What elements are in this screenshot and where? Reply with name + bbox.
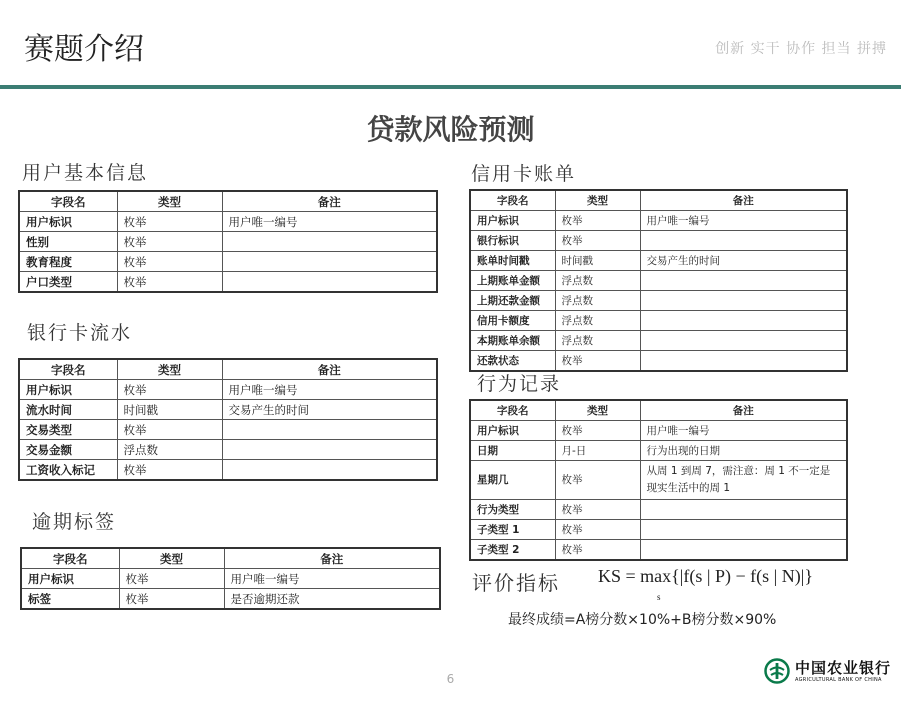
cell-type: 枚举 xyxy=(119,589,224,610)
cell-type: 枚举 xyxy=(117,232,222,252)
header-note: 备注 xyxy=(222,191,437,212)
cell-type: 枚举 xyxy=(555,520,640,540)
cell-field: 标签 xyxy=(21,589,119,610)
cell-type: 浮点数 xyxy=(555,291,640,311)
table-overdue xyxy=(20,547,441,610)
cell-note: 用户唯一编号 xyxy=(640,211,847,231)
table-bank-flow xyxy=(18,358,438,481)
table-credit-bill xyxy=(469,189,848,372)
cell-note xyxy=(640,540,847,561)
table-row xyxy=(470,500,847,520)
table-row xyxy=(470,311,847,331)
header-field: 字段名 xyxy=(21,548,119,569)
cell-note xyxy=(640,500,847,520)
header-note: 备注 xyxy=(640,400,847,421)
cell-note: 从周 1 到周 7，需注意：周 1 不一定是现实生活中的周 1 xyxy=(640,461,847,500)
section-title-credit-bill: 信用卡账单 xyxy=(471,163,577,185)
cell-note xyxy=(222,252,437,272)
cell-field: 还款状态 xyxy=(470,351,555,372)
table-row xyxy=(19,400,437,420)
final-score-rule: 最终成绩=A榜分数×10%+B榜分数×90% xyxy=(508,612,777,628)
cell-note: 交易产生的时间 xyxy=(640,251,847,271)
table-row xyxy=(21,569,440,589)
header-note: 备注 xyxy=(222,359,437,380)
cell-note xyxy=(640,311,847,331)
cell-type: 枚举 xyxy=(117,380,222,400)
cell-note: 用户唯一编号 xyxy=(224,569,440,589)
cell-note: 行为出现的日期 xyxy=(640,441,847,461)
table-row xyxy=(19,252,437,272)
ks-formula-subscript: s xyxy=(657,592,661,602)
cell-note xyxy=(222,460,437,481)
cell-type: 浮点数 xyxy=(117,440,222,460)
section-title-behavior: 行为记录 xyxy=(477,373,562,395)
section-title-overdue: 逾期标签 xyxy=(32,511,117,533)
cell-note xyxy=(640,271,847,291)
table-row xyxy=(470,421,847,441)
cell-note xyxy=(222,232,437,252)
cell-field: 子类型 2 xyxy=(470,540,555,561)
bank-name-english: AGRICULTURAL BANK OF CHINA xyxy=(795,677,882,683)
cell-field: 子类型 1 xyxy=(470,520,555,540)
table-row xyxy=(470,520,847,540)
cell-type: 枚举 xyxy=(117,272,222,293)
table-row xyxy=(470,461,847,500)
cell-type: 枚举 xyxy=(555,351,640,372)
table-row xyxy=(470,331,847,351)
cell-type: 时间戳 xyxy=(555,251,640,271)
header-field: 字段名 xyxy=(19,359,117,380)
cell-note xyxy=(640,331,847,351)
cell-field: 用户标识 xyxy=(470,421,555,441)
table-header-row xyxy=(21,548,440,569)
table-behavior xyxy=(469,399,848,561)
table-user-info xyxy=(18,190,438,293)
cell-type: 浮点数 xyxy=(555,331,640,351)
cell-type: 月-日 xyxy=(555,441,640,461)
cell-type: 浮点数 xyxy=(555,271,640,291)
table-row xyxy=(470,540,847,561)
cell-field: 交易金额 xyxy=(19,440,117,460)
cell-note: 用户唯一编号 xyxy=(222,212,437,232)
header-type: 类型 xyxy=(555,190,640,211)
cell-note xyxy=(640,520,847,540)
cell-field: 流水时间 xyxy=(19,400,117,420)
header-field: 字段名 xyxy=(470,190,555,211)
section-title-evaluation: 评价指标 xyxy=(472,571,560,595)
table-row xyxy=(470,291,847,311)
table-row xyxy=(470,231,847,251)
cell-field: 上期还款金额 xyxy=(470,291,555,311)
cell-note xyxy=(640,231,847,251)
header-divider xyxy=(0,85,901,89)
table-row xyxy=(19,272,437,293)
cell-note: 用户唯一编号 xyxy=(640,421,847,441)
bank-name: 中国农业银行 xyxy=(795,659,892,677)
header-field: 字段名 xyxy=(470,400,555,421)
cell-type: 枚举 xyxy=(117,252,222,272)
table-header-row xyxy=(19,359,437,380)
ks-formula xyxy=(598,566,813,602)
cell-type: 枚举 xyxy=(119,569,224,589)
cell-field: 星期几 xyxy=(470,461,555,500)
cell-field: 用户标识 xyxy=(19,212,117,232)
cell-field: 交易类型 xyxy=(19,420,117,440)
cell-note: 交易产生的时间 xyxy=(222,400,437,420)
slogan: 创新 实干 协作 担当 拼搏 xyxy=(715,41,887,57)
header-type: 类型 xyxy=(555,400,640,421)
header-type: 类型 xyxy=(117,359,222,380)
table-row xyxy=(470,441,847,461)
table-header-row xyxy=(470,400,847,421)
cell-field: 上期账单金额 xyxy=(470,271,555,291)
ks-formula-text: KS = max{|f(s | P) − f(s | N)|} xyxy=(598,566,813,586)
cell-type: 枚举 xyxy=(117,460,222,481)
cell-note xyxy=(222,420,437,440)
table-row xyxy=(21,589,440,610)
cell-field: 日期 xyxy=(470,441,555,461)
cell-type: 枚举 xyxy=(117,420,222,440)
cell-field: 账单时间戳 xyxy=(470,251,555,271)
cell-note xyxy=(640,351,847,372)
table-row xyxy=(470,251,847,271)
table-row xyxy=(19,380,437,400)
cell-type: 枚举 xyxy=(555,211,640,231)
abc-bank-logo-icon xyxy=(764,658,790,684)
cell-type: 枚举 xyxy=(555,461,640,500)
cell-field: 用户标识 xyxy=(470,211,555,231)
table-row xyxy=(19,212,437,232)
cell-note: 是否逾期还款 xyxy=(224,589,440,610)
header-note: 备注 xyxy=(640,190,847,211)
cell-type: 枚举 xyxy=(555,421,640,441)
cell-field: 本期账单余额 xyxy=(470,331,555,351)
table-row xyxy=(19,232,437,252)
table-row xyxy=(19,460,437,481)
section-title-user-info: 用户基本信息 xyxy=(22,162,149,184)
table-row xyxy=(19,420,437,440)
cell-field: 性别 xyxy=(19,232,117,252)
cell-type: 时间戳 xyxy=(117,400,222,420)
cell-note xyxy=(222,440,437,460)
cell-field: 银行标识 xyxy=(470,231,555,251)
table-row xyxy=(470,351,847,372)
section-title-bank-flow: 银行卡流水 xyxy=(27,322,133,344)
cell-field: 用户标识 xyxy=(21,569,119,589)
main-title: 贷款风险预测 xyxy=(366,113,535,146)
cell-note xyxy=(222,272,437,293)
cell-note xyxy=(640,291,847,311)
table-row xyxy=(470,271,847,291)
cell-type: 枚举 xyxy=(555,231,640,251)
header-type: 类型 xyxy=(117,191,222,212)
cell-field: 户口类型 xyxy=(19,272,117,293)
cell-field: 行为类型 xyxy=(470,500,555,520)
cell-type: 枚举 xyxy=(555,540,640,561)
cell-note: 用户唯一编号 xyxy=(222,380,437,400)
cell-type: 枚举 xyxy=(555,500,640,520)
table-row xyxy=(19,440,437,460)
cell-field: 教育程度 xyxy=(19,252,117,272)
page-title: 赛题介绍 xyxy=(24,32,144,67)
header-note: 备注 xyxy=(224,548,440,569)
header-field: 字段名 xyxy=(19,191,117,212)
cell-field: 工资收入标记 xyxy=(19,460,117,481)
cell-field: 用户标识 xyxy=(19,380,117,400)
table-header-row xyxy=(470,190,847,211)
cell-type: 枚举 xyxy=(117,212,222,232)
page-number: 6 xyxy=(446,672,455,686)
table-header-row xyxy=(19,191,437,212)
table-row xyxy=(470,211,847,231)
cell-type: 浮点数 xyxy=(555,311,640,331)
cell-field: 信用卡额度 xyxy=(470,311,555,331)
header-type: 类型 xyxy=(119,548,224,569)
